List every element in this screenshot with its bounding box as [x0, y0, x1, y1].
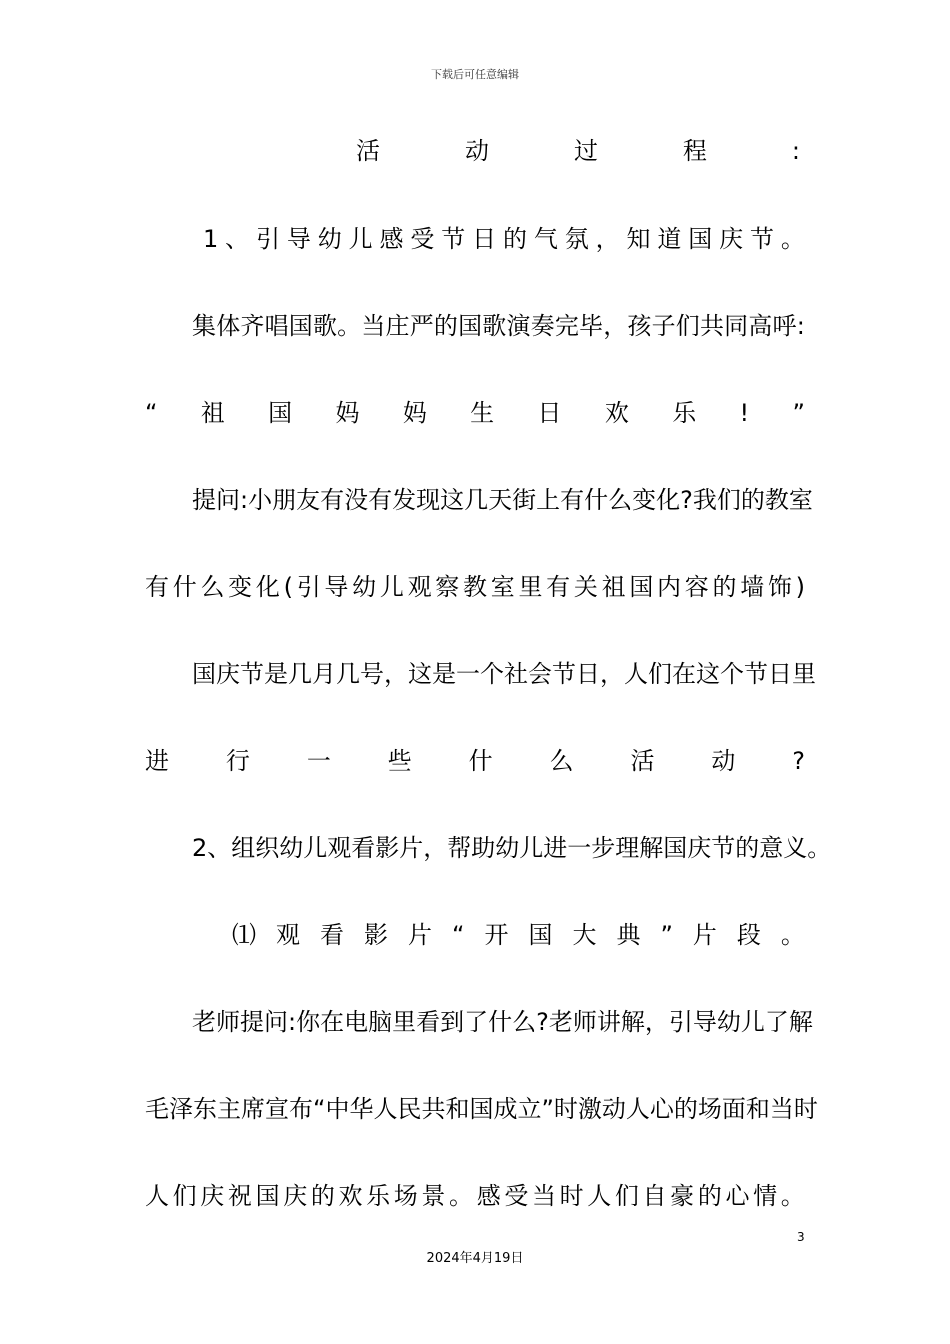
- paragraph-line-5: 有 什 么 变 化 ( 引 导 幼 儿 观 察 教 室 里 有 关 祖 国 内 容 的 墙 饰 ): [145, 573, 805, 601]
- header-note: 下载后可任意编辑: [431, 68, 519, 81]
- footer-date: 2024年4月19日: [426, 1251, 524, 1266]
- paragraph-line-1: 1 、 引 导 幼 儿 感 受 节 日 的 气 氛 ， 知 道 国 庆 节 。: [203, 225, 805, 253]
- paragraph-line-9: ⑴ 观 看 影 片 “ 开 国 大 典 ” 片 段 。: [232, 921, 805, 949]
- paragraph-line-6: 国 庆 节 是 几 月 几 号 ， 这 是 一 个 社 会 节 日 ， 人 们 在 这 个 节 日 里: [192, 660, 816, 688]
- paragraph-line-12: 人 们 庆 祝 国 庆 的 欢 乐 场 景 。 感 受 当 时 人 们 自 豪 的 心 情 。: [145, 1182, 805, 1210]
- section-heading: 活 动 过 程 :: [356, 137, 800, 165]
- page-number: 3: [797, 1230, 805, 1244]
- paragraph-line-4: 提 问 : 小 朋 友 有 没 有 发 现 这 几 天 街 上 有 什 么 变 化 ? 我 们 的 教 室: [192, 486, 813, 514]
- paragraph-line-3: “ 祖 国 妈 妈 生 日 欢 乐 ! ”: [145, 399, 805, 427]
- paragraph-line-2: 集 体 齐 唱 国 歌 。 当 庄 严 的 国 歌 演 奏 完 毕 ， 孩 子 们 共 同 高 呼 :: [192, 312, 805, 340]
- paragraph-line-11: 毛 泽 东 主 席 宣 布 “ 中 华 人 民 共 和 国 成 立 ” 时 激 动 人 心 的 场 面 和 当 时: [145, 1095, 818, 1123]
- paragraph-line-10: 老 师 提 问 : 你 在 电 脑 里 看 到 了 什 么 ? 老 师 讲 解 ， 引 导 幼 儿 了 解: [192, 1008, 813, 1036]
- paragraph-line-7: 进 行 一 些 什 么 活 动 ?: [145, 747, 805, 775]
- paragraph-line-8: 2 、 组 织 幼 儿 观 看 影 片 ， 帮 助 幼 儿 进 一 步 理 解 国 庆 节 的 意 义 。: [192, 834, 832, 862]
